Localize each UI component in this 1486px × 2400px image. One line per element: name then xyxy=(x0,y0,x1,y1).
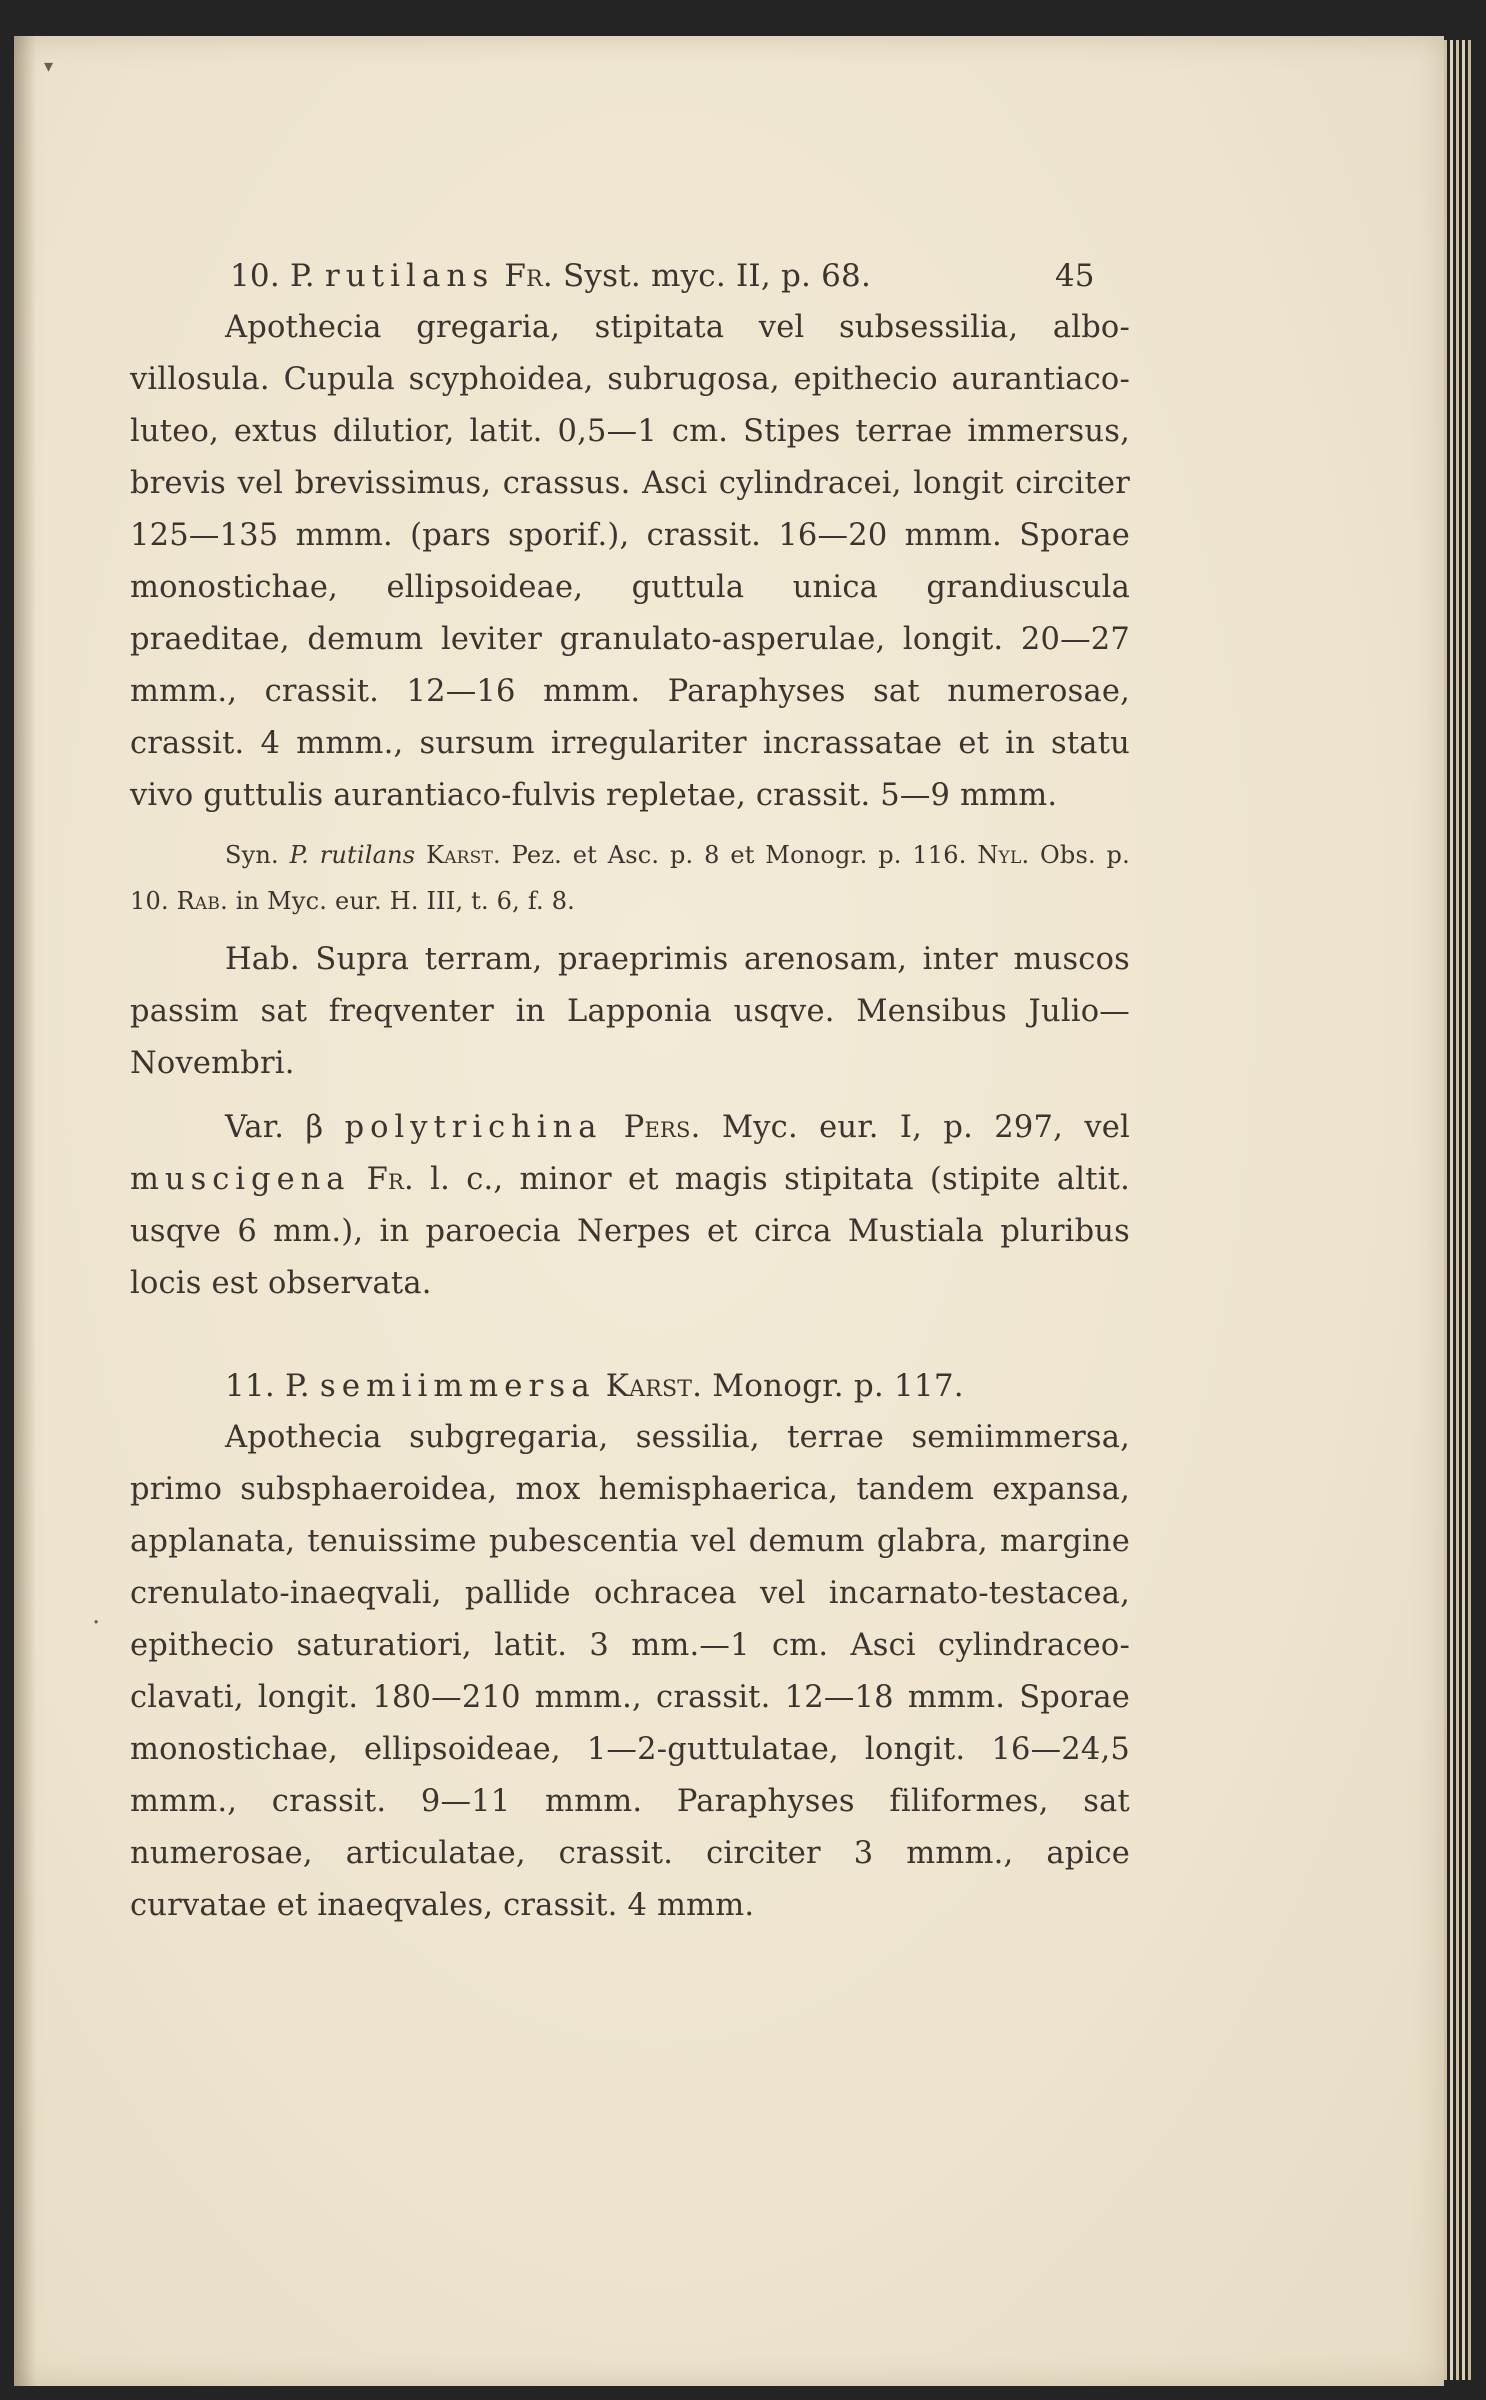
syn-name: P. rutilans xyxy=(289,841,416,869)
syn-author: Karst. xyxy=(426,841,501,869)
entry-11-heading xyxy=(130,1360,1130,1412)
entry-10-habitat: Hab. Supra terram, praeprimis arenosam, inter muscos passim sat freqventer in Lapponia usqve. Mensibus Julio—Novembri. xyxy=(130,942,1130,1081)
genus: P. xyxy=(289,258,315,294)
syn-label: Syn. xyxy=(225,841,279,869)
author: Karst. xyxy=(605,1368,703,1404)
reference: Syst. myc. II, p. 68. xyxy=(562,258,872,294)
entry-10-variety xyxy=(130,1102,1130,1310)
margin-dot: . xyxy=(92,1600,101,1630)
author: Fr. xyxy=(504,258,553,294)
entry-number: 11. xyxy=(225,1368,275,1404)
syn-ref: in Myc. eur. H. III, t. 6, f. 8. xyxy=(235,887,575,915)
page-edge xyxy=(1450,40,1453,2380)
entry-11-description: Apothecia subgregaria, sessilia, terrae semiimmersa, primo subsphaeroidea, mox hemisphaerica, tandem expansa, applanata, tenuissime pubescentia vel demum glabra, margine crenulato-inaeqvali, pallide ochracea vel incarnato-testacea, epithecio saturatiori, latit. 3 mm.—1 cm. Asci cylindraceo-clavati, longit. 180—210 mmm., crassit. 12—18 mmm. Sporae monostichae, ellipsoideae, 1—2-guttulatae, longit. 16—24,5 mmm., crassit. 9—11 mmm. Paraphyses filiformes, sat numerosae, articulatae, crassit. circiter 3 mmm., apice curvatae et inaeqvales, crassit. 4 mmm. xyxy=(130,1420,1130,1923)
syn-ref: Obs. p. 10. xyxy=(130,841,1130,915)
reference: Monogr. p. 117. xyxy=(712,1368,964,1404)
page-edge xyxy=(1468,40,1471,2380)
page-edge xyxy=(1444,40,1447,2380)
variety-text: l. c., minor et magis stipitata (stipite altit. usqve 6 mm.), in paroecia Nerpes et circa Mustiala pluribus locis est observata. xyxy=(130,1162,1130,1301)
variety-ref: Myc. eur. I, p. 297, vel xyxy=(721,1110,1130,1145)
margin-mark: ▾ xyxy=(44,56,54,77)
variety-alt-name: muscigena xyxy=(130,1162,351,1197)
variety-label: Var. β xyxy=(225,1110,324,1145)
variety-author: Pers. xyxy=(623,1110,701,1145)
variety-alt-author: Fr. xyxy=(366,1162,414,1197)
binding-shadow xyxy=(14,36,36,2386)
entry-10-synonymy xyxy=(130,832,1130,924)
syn-author: Rab. xyxy=(176,887,228,915)
page-edge xyxy=(1456,40,1459,2380)
entry-number: 10. xyxy=(230,258,280,294)
syn-author: Nyl. xyxy=(977,841,1030,869)
entry-10-heading xyxy=(130,250,1130,302)
variety-name: polytrichina xyxy=(344,1110,603,1145)
entry-10-description: Apothecia gregaria, stipitata vel subsessilia, albo-villosula. Cupula scyphoidea, subrugosa, epithecio aurantiaco-luteo, extus dilutior, latit. 0,5—1 cm. Stipes terrae immersus, brevis vel brevissimus, crassus. Asci cylindracei, longit circiter 125—135 mmm. (pars sporif.), crassit. 16—20 mmm. Sporae monostichae, ellipsoideae, guttula unica grandiuscula praeditae, demum leviter granulato-asperulae, longit. 20—27 mmm., crassit. 12—16 mmm. Paraphyses sat numerosae, crassit. 4 mmm., sursum irregulariter incrassatae et in statu vivo guttulis aurantiaco-fulvis repletae, crassit. 5—9 mmm. xyxy=(130,310,1130,813)
species-name: rutilans xyxy=(324,258,495,294)
page-edge xyxy=(1462,40,1465,2380)
page-number: 45 xyxy=(1055,258,1095,294)
species-name: semiimmersa xyxy=(319,1368,596,1404)
syn-ref: Pez. et Asc. p. 8 et Monogr. p. 116. xyxy=(511,841,967,869)
genus: P. xyxy=(284,1368,310,1404)
page-text xyxy=(130,250,1130,1932)
